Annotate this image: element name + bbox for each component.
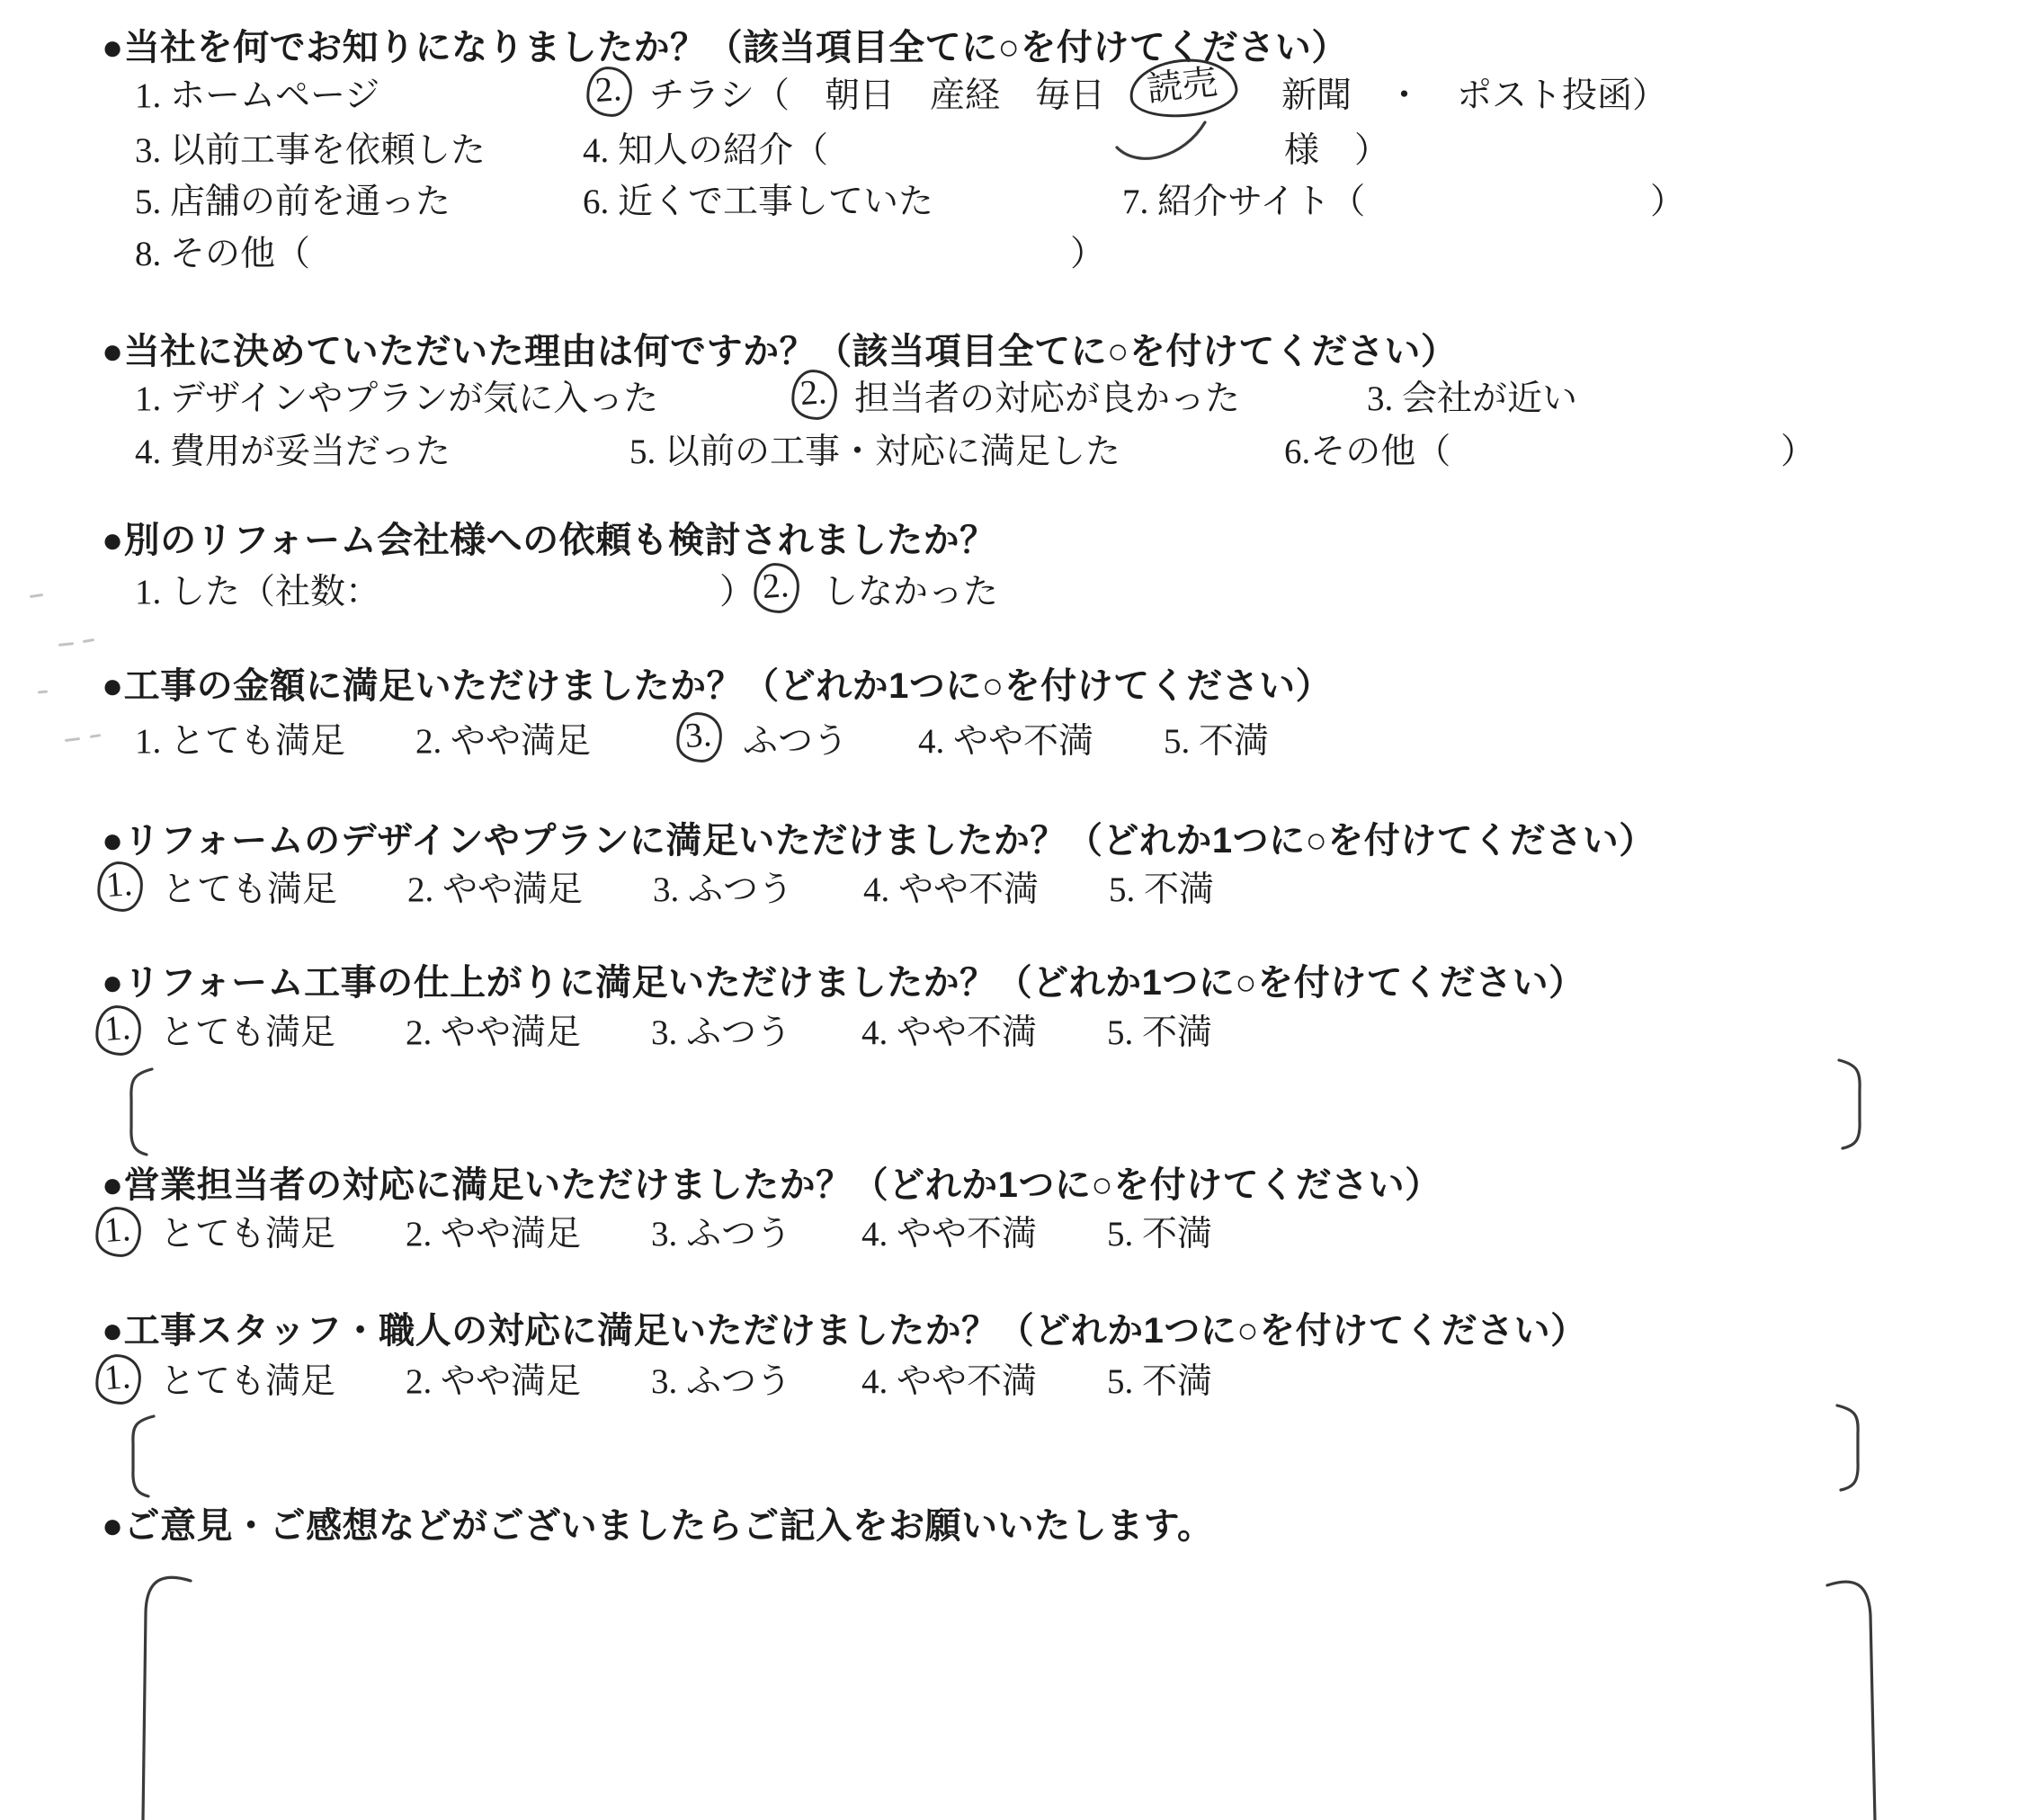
q1-option-referral-site: 7. 紹介サイト（ <box>1122 183 1366 221</box>
pencil-mark <box>58 642 74 647</box>
q1-option-previous-work: 3. 以前工事を依頼した <box>135 131 486 170</box>
q7-circled-answer-1: 1. <box>94 1205 143 1258</box>
yomiuri-circle-tail <box>1113 117 1212 173</box>
q1-option-other: 8. その他（ <box>135 235 311 273</box>
q6-comment-bracket-left <box>124 1066 156 1156</box>
q9-comment-box-bracket-right <box>1816 1575 1888 1820</box>
q6-circled-answer-1: 1. <box>94 1004 143 1057</box>
q1-option-homepage: 1. ホームページ <box>135 76 380 115</box>
q9-header: ●ご意見・ご感想などがございましたらご記入をお願いいたします。 <box>102 1506 1214 1546</box>
q6-header: ●リフォーム工事の仕上がりに満足いただけましたか？（どれか1つに○を付けてください） <box>102 963 1585 1003</box>
q8-comment-bracket-left <box>126 1414 158 1498</box>
q7-header: ●営業担当者の対応に満足いただけましたか？（どれか1つに○を付けてください） <box>102 1165 1441 1205</box>
q5-circled-answer-1: 1. <box>95 860 145 913</box>
q8-comment-bracket-right <box>1833 1403 1865 1493</box>
q5-options-after-circle: とても満足 2. やや満足 3. ふつう 4. やや不満 5. 不満 <box>162 870 1215 909</box>
q3-circled-answer-2: 2. <box>752 561 801 614</box>
q7-options-after-circle: とても満足 2. やや満足 3. ふつう 4. やや不満 5. 不満 <box>160 1215 1213 1253</box>
q2-option-staff-response: 担当者の対応が良かった <box>854 379 1241 418</box>
q1-option-flyer-suffix: 新聞 ・ ポスト投函） <box>1281 76 1668 115</box>
pencil-mark <box>90 734 101 738</box>
q1-option-flyer: チラシ（ 朝日 産経 毎日 <box>649 76 1106 115</box>
q9-comment-box-bracket-left <box>133 1572 205 1820</box>
q4-header: ●工事の金額に満足いただけましたか？（どれか1つに○を付けてください） <box>102 666 1333 706</box>
q2-option-past-satisfaction: 5. 以前の工事・対応に満足した <box>629 433 1121 471</box>
q1-option-referral-site-close: ） <box>1650 183 1686 221</box>
pencil-mark <box>30 593 43 598</box>
q3-option-considered-close: ） <box>719 573 755 611</box>
q6-comment-bracket-right <box>1834 1057 1867 1151</box>
q1-circled-answer-2: 2. <box>585 65 634 118</box>
q4-options-before-circle: 1. とても満足 2. やや満足 <box>135 722 592 761</box>
pencil-mark <box>83 638 94 643</box>
q8-options-after-circle: とても満足 2. やや満足 3. ふつう 4. やや不満 5. 不満 <box>160 1362 1213 1401</box>
q5-header: ●リフォームのデザインやプランに満足いただけましたか？（どれか1つに○を付けてください） <box>102 821 1656 861</box>
q2-option-design: 1. デザインやプランが気に入った <box>135 379 659 418</box>
q1-option-passed-store: 5. 店舗の前を通った <box>135 183 451 221</box>
q2-option-other: 6.その他（ <box>1284 433 1451 471</box>
q1-option-nearby-work: 6. 近くで工事していた <box>583 183 934 221</box>
q1-option-referral: 4. 知人の紹介（ <box>583 131 829 170</box>
q2-option-other-close: ） <box>1781 433 1816 471</box>
q1-header: ●当社を何でお知りになりましたか？（該当項目全てに○を付けてください） <box>102 28 1348 67</box>
q6-options-after-circle: とても満足 2. やや満足 3. ふつう 4. やや不満 5. 不満 <box>160 1013 1213 1052</box>
q1-circled-newspaper-yomiuri: 読売 <box>1127 54 1240 122</box>
q8-circled-answer-1: 1. <box>94 1352 143 1405</box>
q1-option-referral-suffix: 様 ） <box>1284 131 1390 170</box>
q3-option-not-considered: しなかった <box>823 573 999 611</box>
pencil-mark <box>38 691 48 694</box>
q2-circled-answer-2: 2. <box>790 368 839 421</box>
q4-circled-answer-3: 3. <box>674 710 724 763</box>
pencil-mark <box>65 737 80 742</box>
q2-option-fair-cost: 4. 費用が妥当だった <box>135 433 451 471</box>
q4-options-after-circle: ふつう 4. やや不満 5. 不満 <box>743 722 1270 761</box>
q1-option-other-close: ） <box>1070 235 1106 273</box>
q3-option-considered: 1. した（社数： <box>135 573 381 611</box>
q2-option-company-near: 3. 会社が近い <box>1367 379 1578 418</box>
q2-header: ●当社に決めていただいた理由は何ですか？（該当項目全てに○を付けてください） <box>102 332 1458 371</box>
q8-header: ●工事スタッフ・職人の対応に満足いただけましたか？（どれか1つに○を付けてください） <box>102 1311 1587 1351</box>
q3-header: ●別のリフォーム会社様への依頼も検討されましたか？ <box>102 521 996 560</box>
